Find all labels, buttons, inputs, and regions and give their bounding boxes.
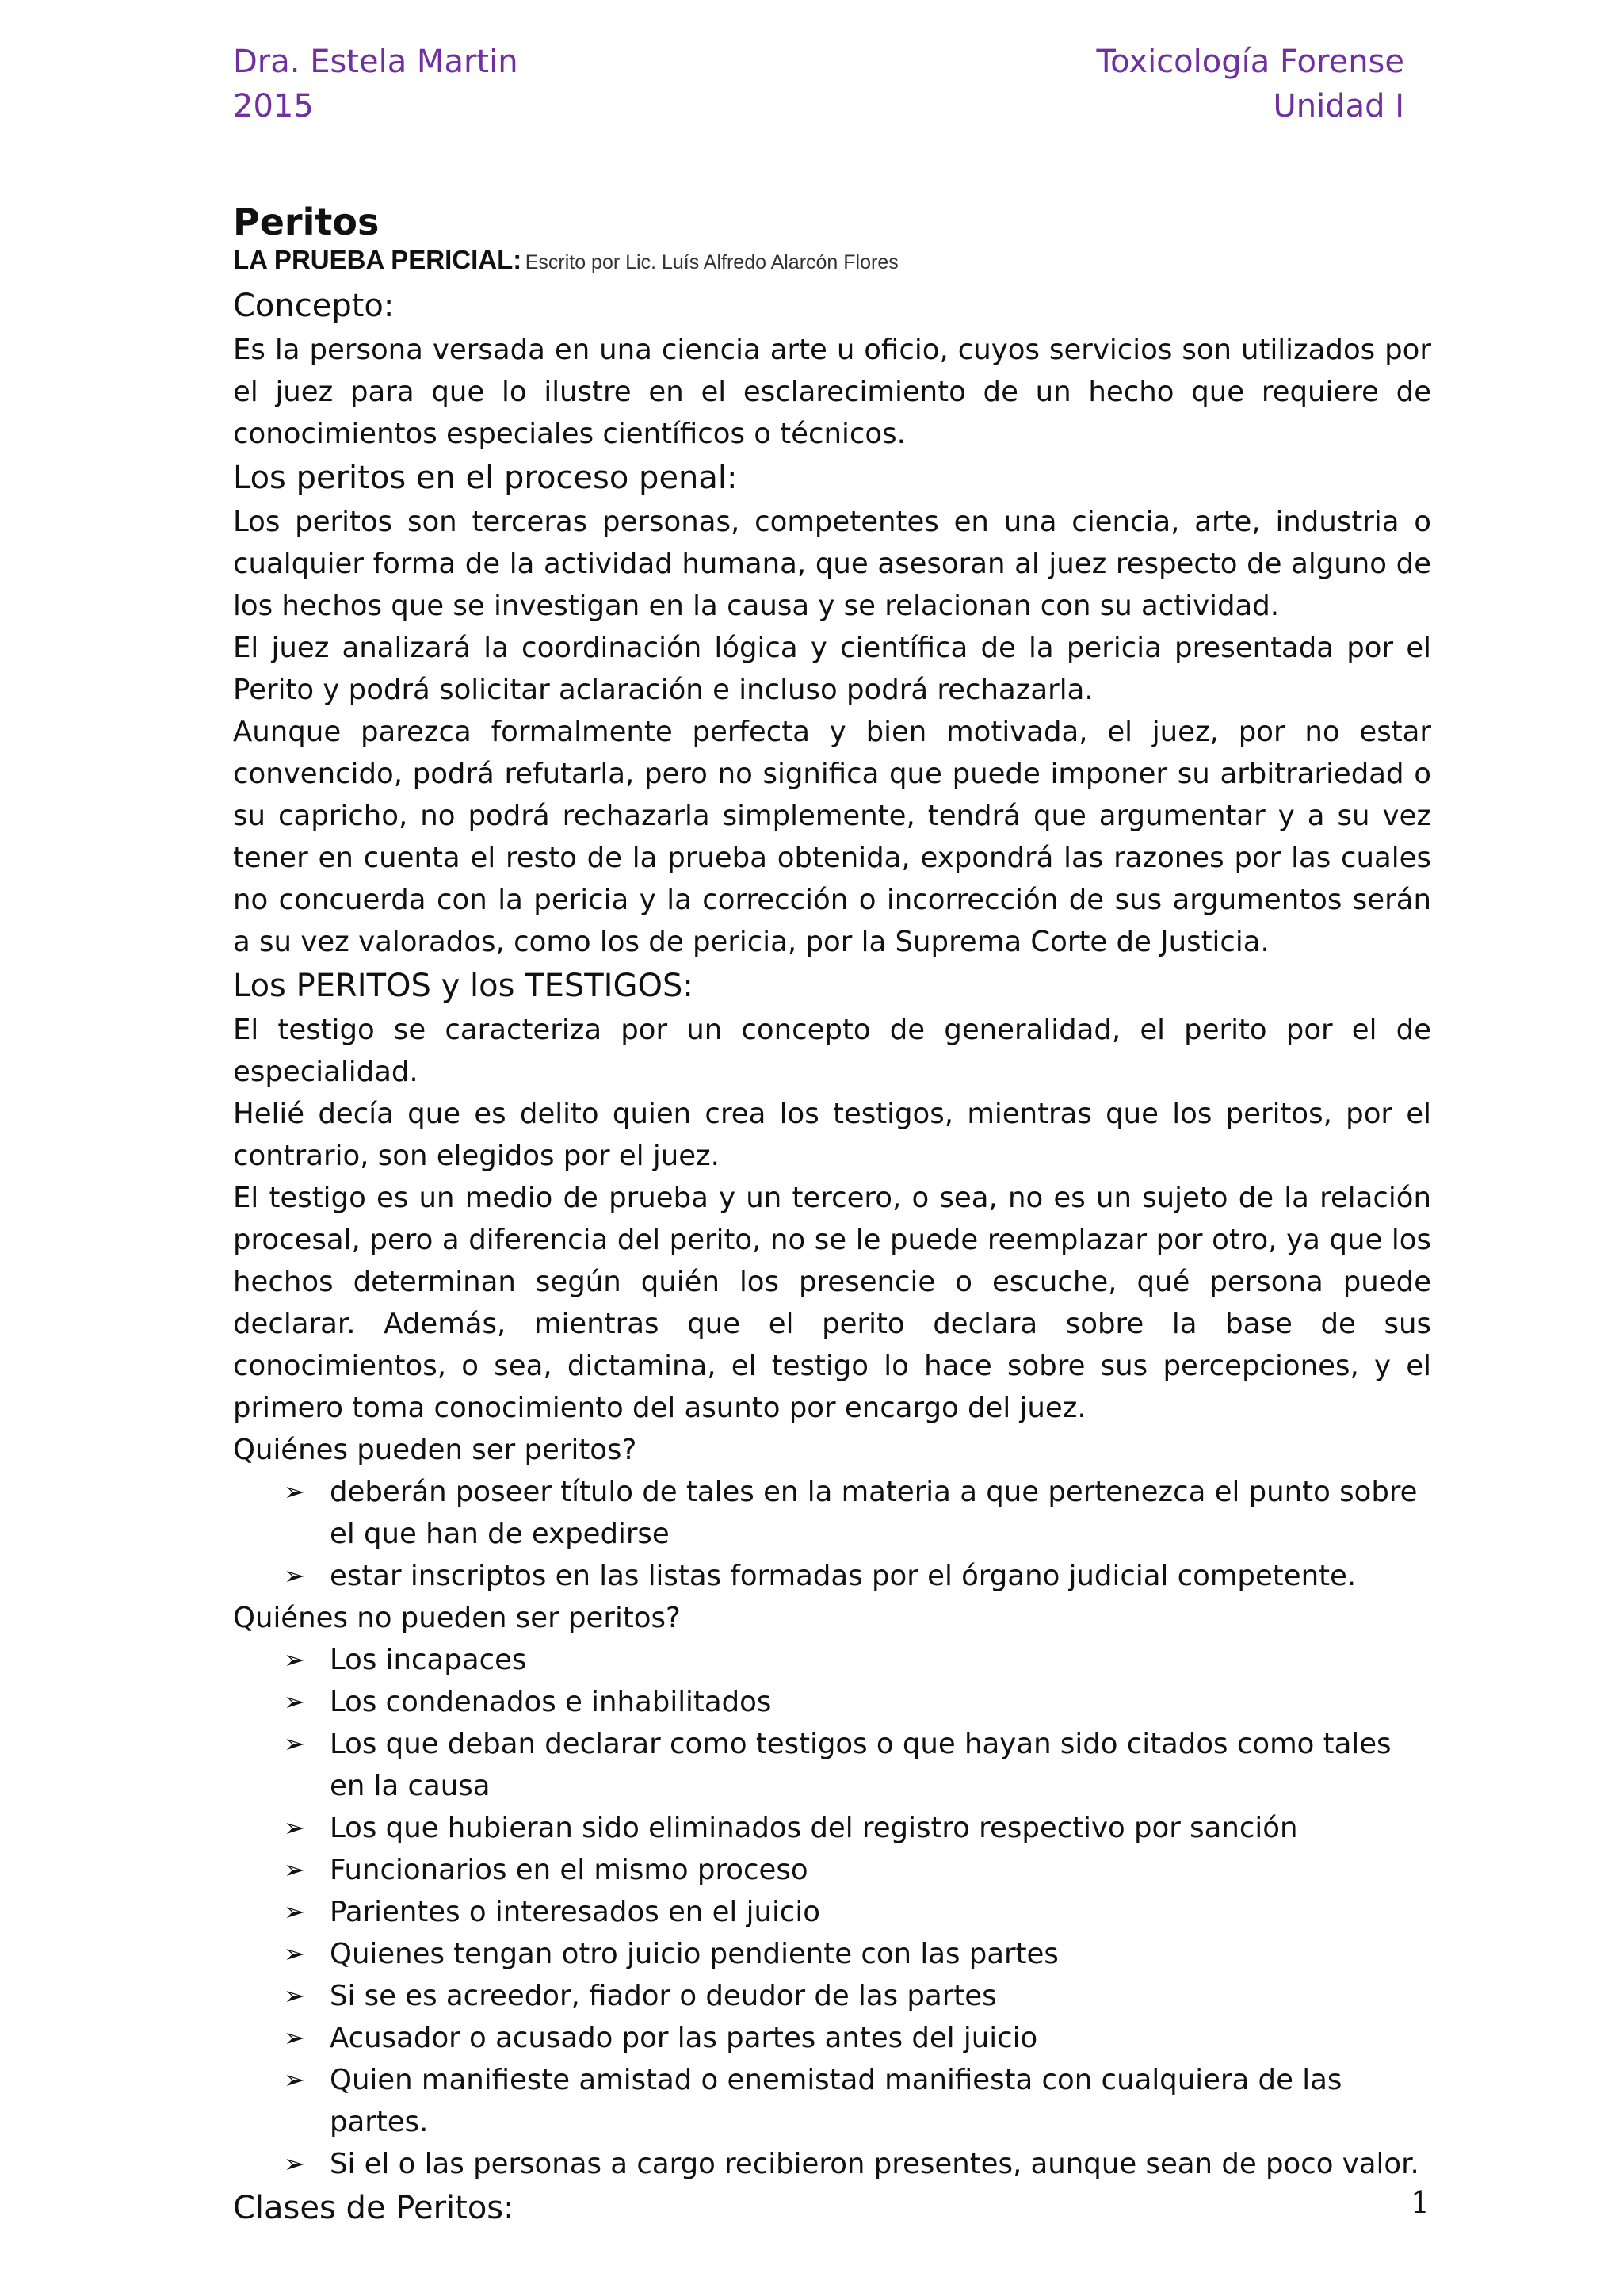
header-course: Toxicología Forense [1096,44,1404,80]
paragraph-proceso-1: Los peritos son terceras personas, competentes en una ciencia, arte, industria o cualquier forma de la actividad humana, que asesoran al juez respecto de alguno de los hechos que se investigan en la causa y se relacionan con su actividad. [233,506,1431,622]
list-no-pueden [233,1639,1431,2185]
list-item [233,1933,1431,1975]
section-heading-concepto: Concepto: [233,288,395,324]
header-unit: Unidad I [1273,88,1404,124]
paragraph-concepto: Es la persona versada en una ciencia arte u oficio, cuyos servicios son utilizados por el juez para que lo ilustre en el esclarecimiento de un hecho que requiere de conocimientos especiales científicos o técnicos. [233,334,1431,450]
list-item-text: Si se es acreedor, fiador o deudor de las partes [330,1980,997,2012]
list-item [233,1849,1431,1891]
list-item [233,2059,1431,2143]
paragraph-proceso-2: El juez analizará la coordinación lógica y científica de la pericia presentada por el Perito y podrá solicitar aclaración e incluso podrá rechazarla. [233,632,1431,706]
question-pueden: Quiénes pueden ser peritos? [233,1434,637,1466]
list-item-text: Quien manifieste amistad o enemistad manifiesta con cualquiera de las partes. [330,2064,1342,2138]
list-item [233,2143,1431,2185]
document-body [233,198,1431,2231]
section-heading-testigos: Los PERITOS y los TESTIGOS: [233,968,693,1004]
paragraph-testigos-2: Helié decía que es delito quien crea los testigos, mientras que los peritos, por el contrario, son elegidos por el juez. [233,1098,1431,1172]
header-right [1097,40,1404,128]
arrow-bullet-icon: ➢ [284,1939,305,1969]
page-title: Peritos [233,201,380,243]
arrow-bullet-icon: ➢ [284,1645,305,1675]
question-no-pueden: Quiénes no pueden ser peritos? [233,1602,681,1634]
arrow-bullet-icon: ➢ [284,1981,305,2011]
arrow-bullet-icon: ➢ [284,1729,305,1759]
byline-author: Escrito por Lic. Luís Alfredo Alarcón Flores [525,251,899,273]
paragraph-proceso-3: Aunque parezca formalmente perfecta y bien motivada, el juez, por no estar convencido, podrá refutarla, pero no significa que puede imponer su arbitrariedad o su capricho, no podrá rechazarla simplemente, tendrá que argumentar y a su vez tener en cuenta el resto de la prueba obtenida, expondrá las razones por las cuales no concuerda con la pericia y la corrección o incorrección de sus argumentos serán a su vez valorados, como los de pericia, por la Suprema Corte de Justicia. [233,716,1431,958]
section-heading-clases: Clases de Peritos: [233,2190,514,2226]
article-byline [233,246,1431,280]
list-item-text: Parientes o interesados en el juicio [330,1896,820,1928]
arrow-bullet-icon: ➢ [284,2149,305,2179]
arrow-bullet-icon: ➢ [284,1477,305,1507]
section-heading-proceso: Los peritos en el proceso penal: [233,460,738,496]
list-item [233,1681,1431,1723]
list-item-text: Los que deban declarar como testigos o que hayan sido citados como tales en la causa [330,1728,1392,1802]
list-item [233,1723,1431,1807]
byline-heading: LA PRUEBA PERICIAL: [233,245,522,274]
list-pueden [233,1471,1431,1597]
list-item-text: Acusador o acusado por las partes antes del juicio [330,2022,1038,2054]
arrow-bullet-icon: ➢ [284,1561,305,1591]
arrow-bullet-icon: ➢ [284,2023,305,2053]
paragraph-testigos-1: El testigo se caracteriza por un concepto de generalidad, el perito por el de especialidad. [233,1014,1431,1088]
list-item-text: Quienes tengan otro juicio pendiente con las partes [330,1938,1059,1970]
header-year: 2015 [233,88,314,124]
list-item [233,1891,1431,1933]
list-item [233,1639,1431,1681]
list-item-text: Funcionarios en el mismo proceso [330,1854,808,1886]
list-item [233,1555,1431,1597]
list-item [233,1975,1431,2017]
list-item-text: estar inscriptos en las listas formadas por el órgano judicial competente. [330,1560,1357,1592]
list-item-text: deberán poseer título de tales en la materia a que pertenezca el punto sobre el que han de expedirse [330,1476,1418,1550]
paragraph-testigos-3: El testigo es un medio de prueba y un tercero, o sea, no es un sujeto de la relación procesal, pero a diferencia del perito, no se le puede reemplazar por otro, ya que los hechos determinan según quién los presencie o escuche, qué persona puede declarar. Además, mientras que el perito declara sobre la base de sus conocimientos, o sea, dictamina, el testigo lo hace sobre sus percepciones, y el primero toma conocimiento del asunto por encargo del juez. [233,1182,1431,1424]
header-author: Dra. Estela Martin [233,44,518,80]
arrow-bullet-icon: ➢ [284,1855,305,1885]
list-item-text: Los que hubieran sido eliminados del registro respectivo por sanción [330,1812,1298,1844]
arrow-bullet-icon: ➢ [284,1813,305,1843]
list-item [233,2017,1431,2059]
list-item-text: Los incapaces [330,1644,527,1676]
list-item [233,1471,1431,1555]
list-item-text: Los condenados e inhabilitados [330,1686,772,1718]
page-number: 1 [1410,2185,1430,2220]
list-item-text: Si el o las personas a cargo recibieron presentes, aunque sean de poco valor. [330,2148,1419,2180]
list-item [233,1807,1431,1849]
arrow-bullet-icon: ➢ [284,2065,305,2095]
arrow-bullet-icon: ➢ [284,1897,305,1927]
arrow-bullet-icon: ➢ [284,1687,305,1717]
header-left [233,40,518,128]
